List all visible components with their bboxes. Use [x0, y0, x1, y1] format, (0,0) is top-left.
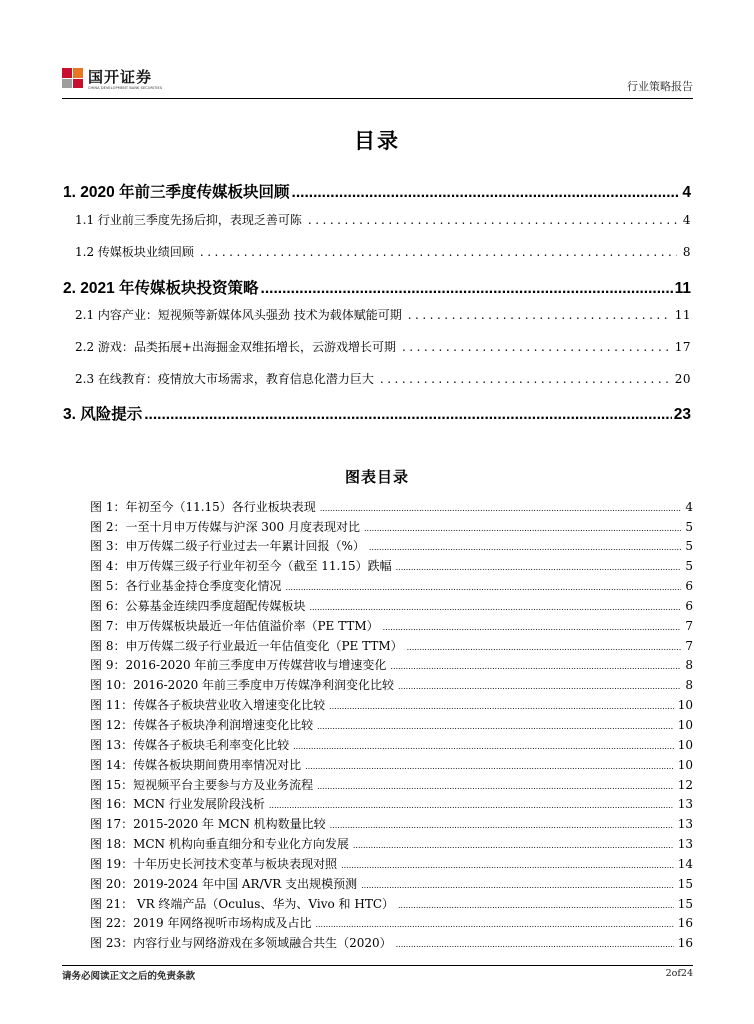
figure-entry[interactable]: 图 3：申万传媒二级子行业过去一年累计回报（%） ..... 5 [90, 537, 693, 554]
toc-entry-2[interactable]: 2. 2021 年传媒板块投资策略 ..... 11 [63, 276, 691, 298]
figure-entry[interactable]: 图 10：2016-2020 年前三季度申万传媒净利润变化比较 ..... 8 [90, 676, 693, 693]
report-type: 行业策略报告 [627, 80, 693, 93]
toc-entry-2-2[interactable]: 2.2 游戏：品类拓展+出海掘金双维拓增长，云游戏增长可期 ..... 17 [75, 338, 691, 355]
figure-entry[interactable]: 图 19：十年历史长河技术变革与板块表现对照 ..... 14 [90, 855, 693, 872]
toc-entry-1[interactable]: 1. 2020 年前三季度传媒板块回顾 ..... 4 [63, 180, 691, 202]
figure-entry[interactable]: 图 11：传媒各子板块营业收入增速变化比较 ..... 10 [90, 696, 693, 713]
figure-entry[interactable]: 图 9：2016-2020 年前三季度申万传媒营收与增速变化 ..... 8 [90, 656, 693, 673]
footer-divider [62, 965, 693, 966]
figure-list-title: 图表目录 [344, 468, 409, 486]
toc-entry-1-2[interactable]: 1.2 传媒板块业绩回顾 ..... 8 [75, 243, 691, 260]
figure-entry[interactable]: 图 12：传媒各子板块净利润增速变化比较 ..... 10 [90, 716, 693, 733]
figure-entry[interactable]: 图 22：2019 年网络视听市场构成及占比 ..... 16 [90, 914, 693, 931]
figure-entry[interactable]: 图 23：内容行业与网络游戏在多领域融合共生（2020） ..... 16 [90, 934, 693, 951]
toc-entry-1-1[interactable]: 1.1 行业前三季度先扬后抑，表现乏善可陈 ..... 4 [75, 211, 691, 228]
figure-entry[interactable]: 图 8：申万传媒二级子行业最近一年估值变化（PE TTM） ..... 7 [90, 637, 693, 654]
figure-entry[interactable]: 图 21： VR 终端产品（Oculus、华为、Vivo 和 HTC） ..... 15 [90, 895, 693, 912]
toc-title: 目录 [354, 128, 400, 153]
figure-entry[interactable]: 图 1：年初至今（11.15）各行业板块表现 ..... 4 [90, 498, 693, 515]
figure-entry[interactable]: 图 5：各行业基金持仓季度变化情况 ..... 6 [90, 577, 693, 594]
header-divider [62, 98, 693, 99]
figure-entry[interactable]: 图 18：MCN 机构向垂直细分和专业化方向发展 ..... 13 [90, 835, 693, 852]
toc-entry-2-3[interactable]: 2.3 在线教育：疫情放大市场需求，教育信息化潜力巨大 ..... 20 [75, 370, 691, 387]
figure-entry[interactable]: 图 7：申万传媒板块最近一年估值溢价率（PE TTM） ..... 7 [90, 617, 693, 634]
figure-entry[interactable]: 图 20：2019-2024 年中国 AR/VR 支出规模预测 ..... 15 [90, 875, 693, 892]
figure-entry[interactable]: 图 15：短视频平台主要参与方及业务流程 ..... 12 [90, 776, 693, 793]
figure-entry[interactable]: 图 13：传媒各子板块毛利率变化比较 ..... 10 [90, 736, 693, 753]
figure-entry[interactable]: 图 4：申万传媒三级子行业年初至今（截至 11.15）跌幅 ..... 5 [90, 557, 693, 574]
logo-text: 国开证券 [88, 68, 153, 86]
toc-entry-3[interactable]: 3. 风险提示 ..... 23 [63, 402, 691, 424]
toc-entry-2-1[interactable]: 2.1 内容产业：短视频等新媒体风头强劲 技术为载体赋能可期 ..... 11 [75, 306, 691, 323]
footer-disclaimer: 请务必阅读正文之后的免责条款 [62, 971, 196, 982]
company-logo [62, 66, 172, 96]
page-header [62, 66, 693, 96]
figure-entry[interactable]: 图 17：2015-2020 年 MCN 机构数量比较 ..... 13 [90, 815, 693, 832]
page-number: 2of24 [665, 968, 693, 979]
figure-entry[interactable]: 图 14：传媒各板块期间费用率情况对比 ..... 10 [90, 756, 693, 773]
figure-entry[interactable]: 图 2：一至十月申万传媒与沪深 300 月度表现对比 ..... 5 [90, 518, 693, 535]
logo-mark-icon [62, 68, 84, 88]
figure-entry[interactable]: 图 6：公募基金连续四季度超配传媒板块 ..... 6 [90, 597, 693, 614]
logo-subtext: CHINA DEVELOPMENT BANK SECURITIES [88, 86, 163, 90]
figure-entry[interactable]: 图 16：MCN 行业发展阶段浅析 ..... 13 [90, 795, 693, 812]
